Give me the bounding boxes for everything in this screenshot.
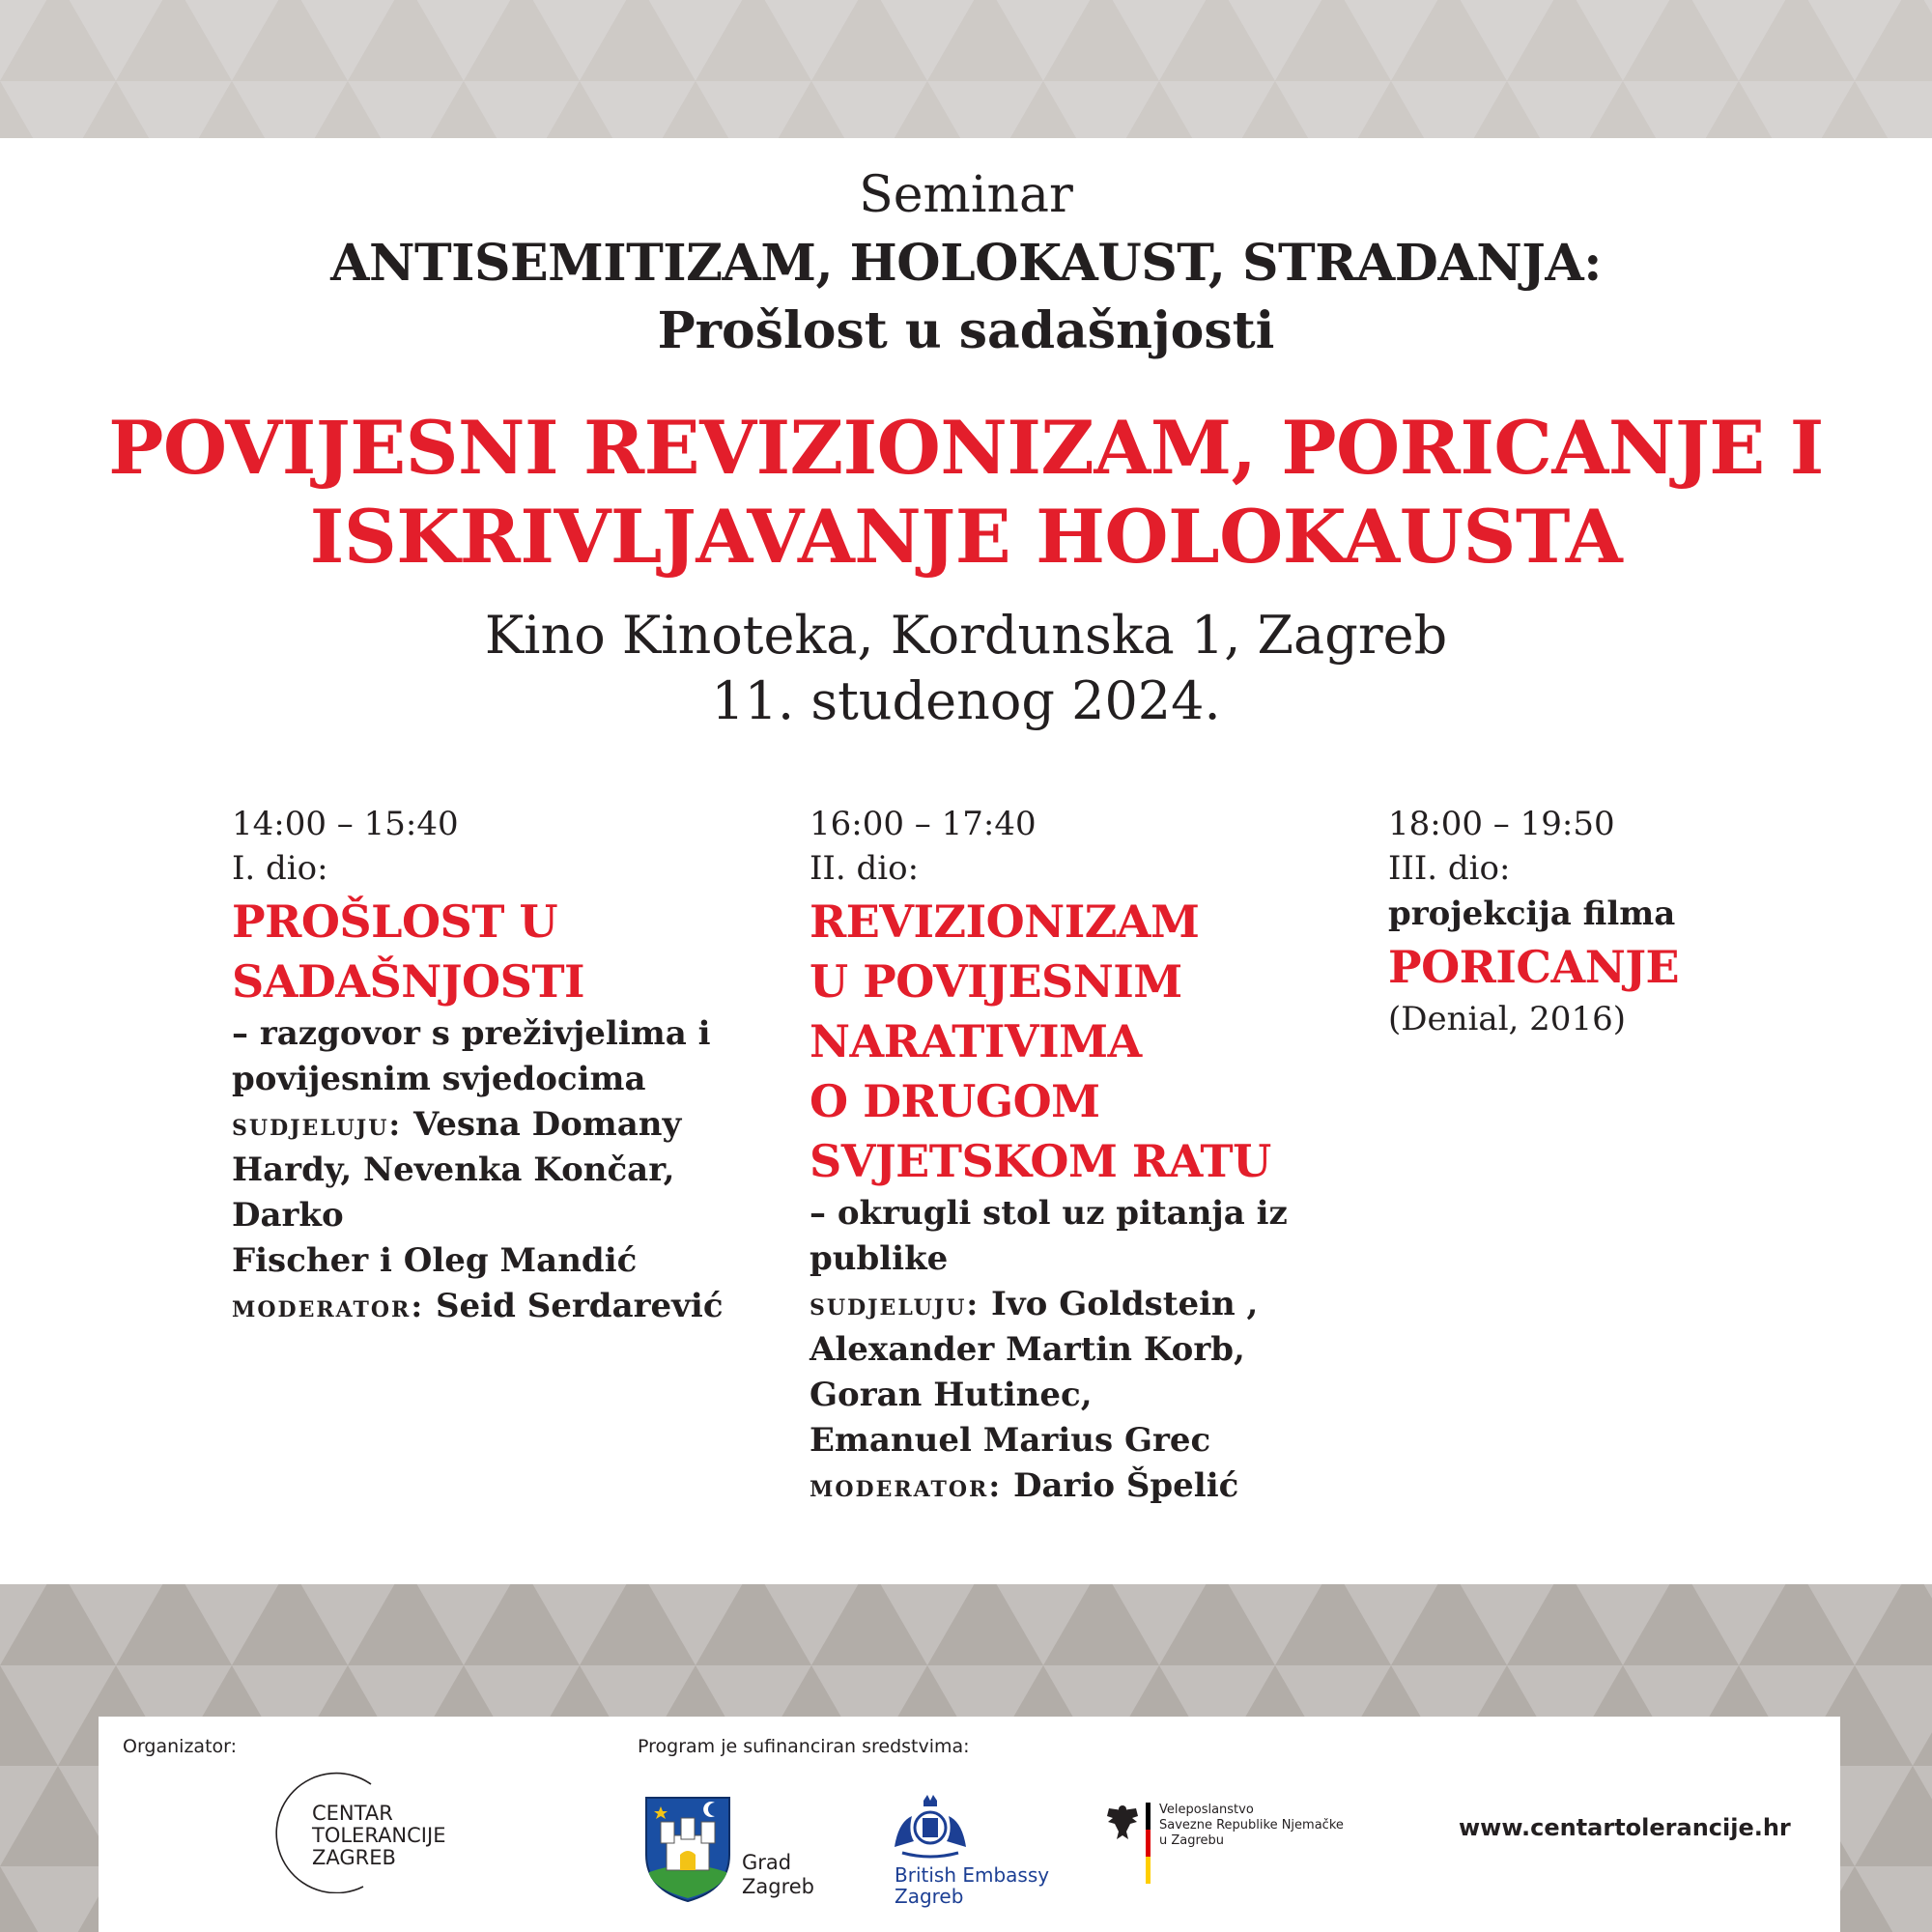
session-moderator [810,1463,1331,1509]
moderator-name: Dario Špelić [1002,1466,1239,1505]
moderator-label: moderator: [810,1467,1003,1504]
session-column-2 [810,802,1331,1509]
description-line: povijesnim svjedocima [232,1060,646,1098]
session-moderator [232,1284,753,1329]
session-participants [232,1102,753,1284]
moderator-name: Seid Serdarević [424,1287,724,1325]
topic-line-1: POVIJESNI REVIZIONIZAM, PORICANJE I [108,405,1824,491]
funding-label: Program je sufinanciran sredstvima: [638,1736,970,1757]
moderator-label: moderator: [232,1288,425,1324]
session-description [810,1191,1331,1282]
german-embassy-label [1159,1803,1344,1849]
participants-line: Goran Hutinec, [810,1376,1093,1414]
session-time: 14:00 – 15:40 [232,805,459,843]
seminar-subtitle: Prošlost u sadašnjosti [657,301,1275,360]
participants-line: Vesna Domany [402,1105,682,1144]
session-part: II. dio: [810,849,920,888]
topic-title [0,404,1932,582]
participants-line: Hardy, Nevenka Končar, Darko [232,1151,675,1235]
organizer-name [312,1803,445,1869]
film-title: PORICANJE [1388,941,1680,993]
session-title-line: U POVIJESNIM [810,955,1182,1008]
organizer-label: Organizator: [123,1736,238,1757]
german-embassy-line: u Zagrebu [1159,1833,1225,1848]
session-time: 16:00 – 17:40 [810,805,1037,843]
zagreb-label-line: Zagreb [742,1875,815,1898]
session-title-line: NARATIVIMA [810,1015,1142,1067]
german-eagle-icon [1105,1803,1140,1841]
session-participants [810,1282,1331,1463]
german-embassy-line: Veleposlanstvo [1159,1803,1254,1817]
event-date: 11. studenog 2024. [711,670,1221,731]
zagreb-label [742,1851,814,1899]
german-embassy-line: Savezne Republike Njemačke [1159,1818,1344,1833]
session-column-3 [1388,802,1842,1042]
uk-embassy-line: Zagreb [895,1885,964,1908]
session-title [810,892,1331,1191]
participants-line: Fischer i Oleg Mandić [232,1241,638,1280]
organizer-name-line: CENTAR [312,1802,393,1825]
zagreb-crest-icon [643,1795,732,1903]
uk-embassy-line: British Embassy [895,1863,1050,1887]
film-projection-label: projekcija filma [1388,895,1676,933]
uk-royal-arms-icon [889,1793,972,1862]
german-flag-bar [1146,1803,1151,1884]
organizer-name-line: ZAGREB [312,1846,396,1869]
participants-line: Emanuel Marius Grec [810,1421,1211,1460]
triangle-pattern [0,0,1932,138]
session-title-line: REVIZIONIZAM [810,895,1200,948]
session-part: III. dio: [1388,849,1511,888]
session-title [232,892,753,1011]
session-time: 18:00 – 19:50 [1388,805,1615,843]
seminar-title: ANTISEMITIZAM, HOLOKAUST, STRADANJA: [330,234,1602,293]
session-title-line: SADAŠNJOSTI [232,955,585,1008]
session-title-line: O DRUGOM [810,1075,1100,1127]
website-link[interactable]: www.centartolerancije.hr [1459,1814,1791,1841]
film-info: (Denial, 2016) [1388,1000,1626,1038]
uk-embassy-label [895,1864,1049,1907]
participants-line: Ivo Goldstein , [980,1285,1259,1323]
participants-line: Alexander Martin Korb, [810,1330,1245,1369]
session-description [232,1011,753,1102]
session-column-1 [232,802,753,1329]
organizer-name-line: TOLERANCIJE [312,1824,446,1847]
seminar-label: Seminar [859,166,1073,224]
top-pattern-band [0,0,1932,138]
venue: Kino Kinoteka, Kordunska 1, Zagreb [484,605,1448,666]
zagreb-label-line: Grad [742,1851,792,1874]
description-line: – okrugli stol uz pitanja iz [810,1194,1288,1233]
description-line: – razgovor s preživjelima i [232,1014,711,1053]
description-line: publike [810,1239,949,1278]
participants-label: sudjeluju: [232,1106,403,1143]
session-part: I. dio: [232,849,328,888]
participants-label: sudjeluju: [810,1286,980,1322]
session-title-line: PROŠLOST U [232,895,558,948]
session-title-line: SVJETSKOM RATU [810,1135,1271,1187]
topic-line-2: ISKRIVLJAVANJE HOLOKAUSTA [309,494,1623,580]
